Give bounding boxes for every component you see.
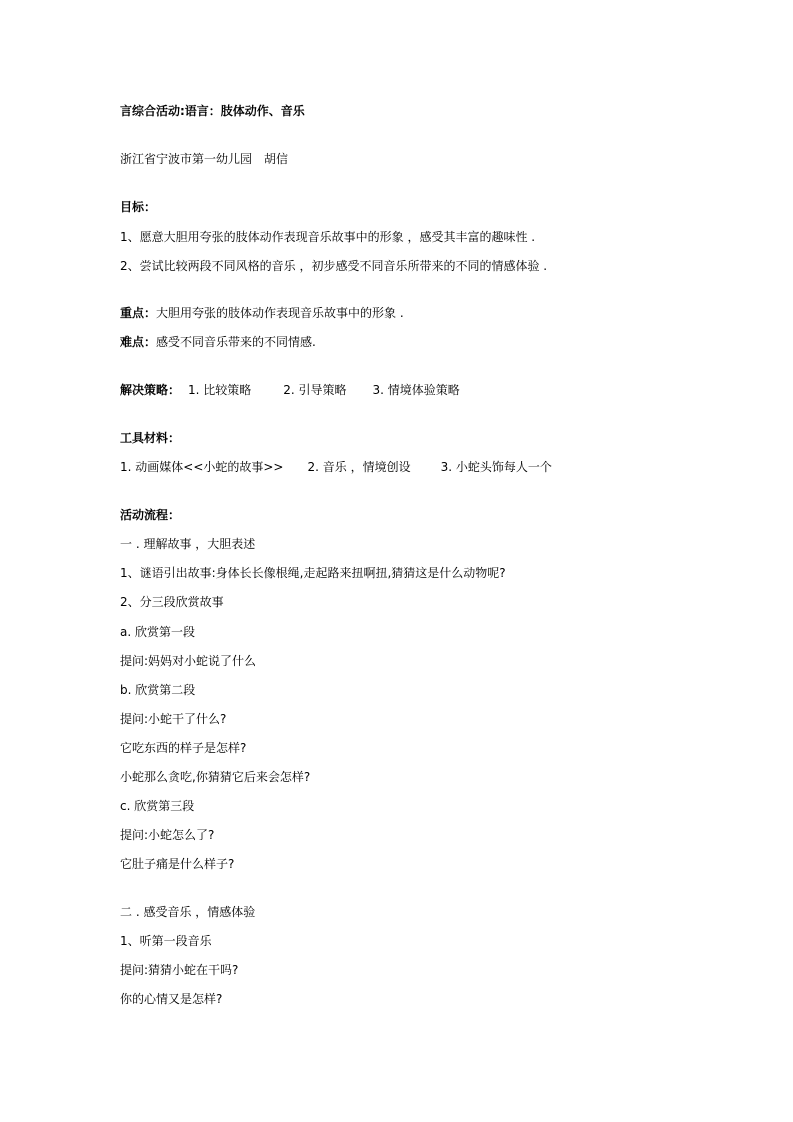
difficulty-text: 感受不同音乐带来的不同情感.	[156, 335, 316, 349]
strategy-item-3: 3. 情境体验策略	[372, 383, 460, 397]
materials-line	[120, 459, 552, 475]
process-line: 提问:猜猜小蛇在干吗?	[120, 963, 239, 977]
goal-item-2: 2、尝试比较两段不同风格的音乐 ，初步感受不同音乐所带来的不同的情感体验 .	[120, 259, 548, 273]
material-item-3: 3. 小蛇头饰每人一个	[440, 460, 552, 474]
key-point-label: 重点：	[120, 306, 157, 320]
difficulty-line	[120, 334, 316, 350]
process-line: 它吃东西的样子是怎样?	[120, 741, 247, 755]
strategy-item-2: 2. 引导策略	[283, 383, 347, 397]
strategy-line	[120, 382, 460, 398]
process-line: 2、分三段欣赏故事	[120, 595, 224, 609]
process-line: 1、听第一段音乐	[120, 934, 212, 948]
process-heading: 活动流程：	[120, 508, 181, 522]
key-point-line	[120, 305, 404, 321]
goal-item-1: 1、愿意大胆用夸张的肢体动作表现音乐故事中的形象 ，感受其丰富的趣味性 .	[120, 230, 536, 244]
key-point-text: 大胆用夸张的肢体动作表现音乐故事中的形象 .	[156, 306, 404, 320]
process-line: 提问:小蛇干了什么?	[120, 712, 227, 726]
process-line: 提问:小蛇怎么了?	[120, 828, 215, 842]
process-line: 小蛇那么贪吃,你猜猜它后来会怎样?	[120, 770, 311, 784]
materials-heading: 工具材料：	[120, 431, 181, 445]
process-line: 它肚子痛是什么样子?	[120, 857, 235, 871]
process-line: 二 . 感受音乐 ，情感体验	[120, 905, 256, 919]
process-line: 1、谜语引出故事:身体长长像根绳,走起路来扭啊扭,猜猜这是什么动物呢?	[120, 566, 506, 580]
process-line: b. 欣赏第二段	[120, 683, 196, 697]
document-title: 言综合活动:语言：肢体动作、音乐	[120, 104, 305, 118]
strategy-item-1: 1. 比较策略	[188, 383, 252, 397]
difficulty-label: 难点：	[120, 335, 157, 349]
author-line: 浙江省宁波市第一幼儿园 胡信	[120, 152, 289, 166]
strategy-label: 解决策略：	[120, 383, 181, 397]
process-line: 一 . 理解故事 ，大胆表述	[120, 537, 256, 551]
material-item-2: 2. 音乐 ，情境创设	[307, 460, 411, 474]
goals-heading: 目标：	[120, 200, 157, 214]
process-line: 提问:妈妈对小蛇说了什么	[120, 654, 257, 668]
material-item-1: 1. 动画媒体<<小蛇的故事>>	[120, 460, 284, 474]
process-line: a. 欣赏第一段	[120, 625, 195, 639]
process-line: 你的心情又是怎样?	[120, 992, 223, 1006]
process-line: c. 欣赏第三段	[120, 799, 195, 813]
